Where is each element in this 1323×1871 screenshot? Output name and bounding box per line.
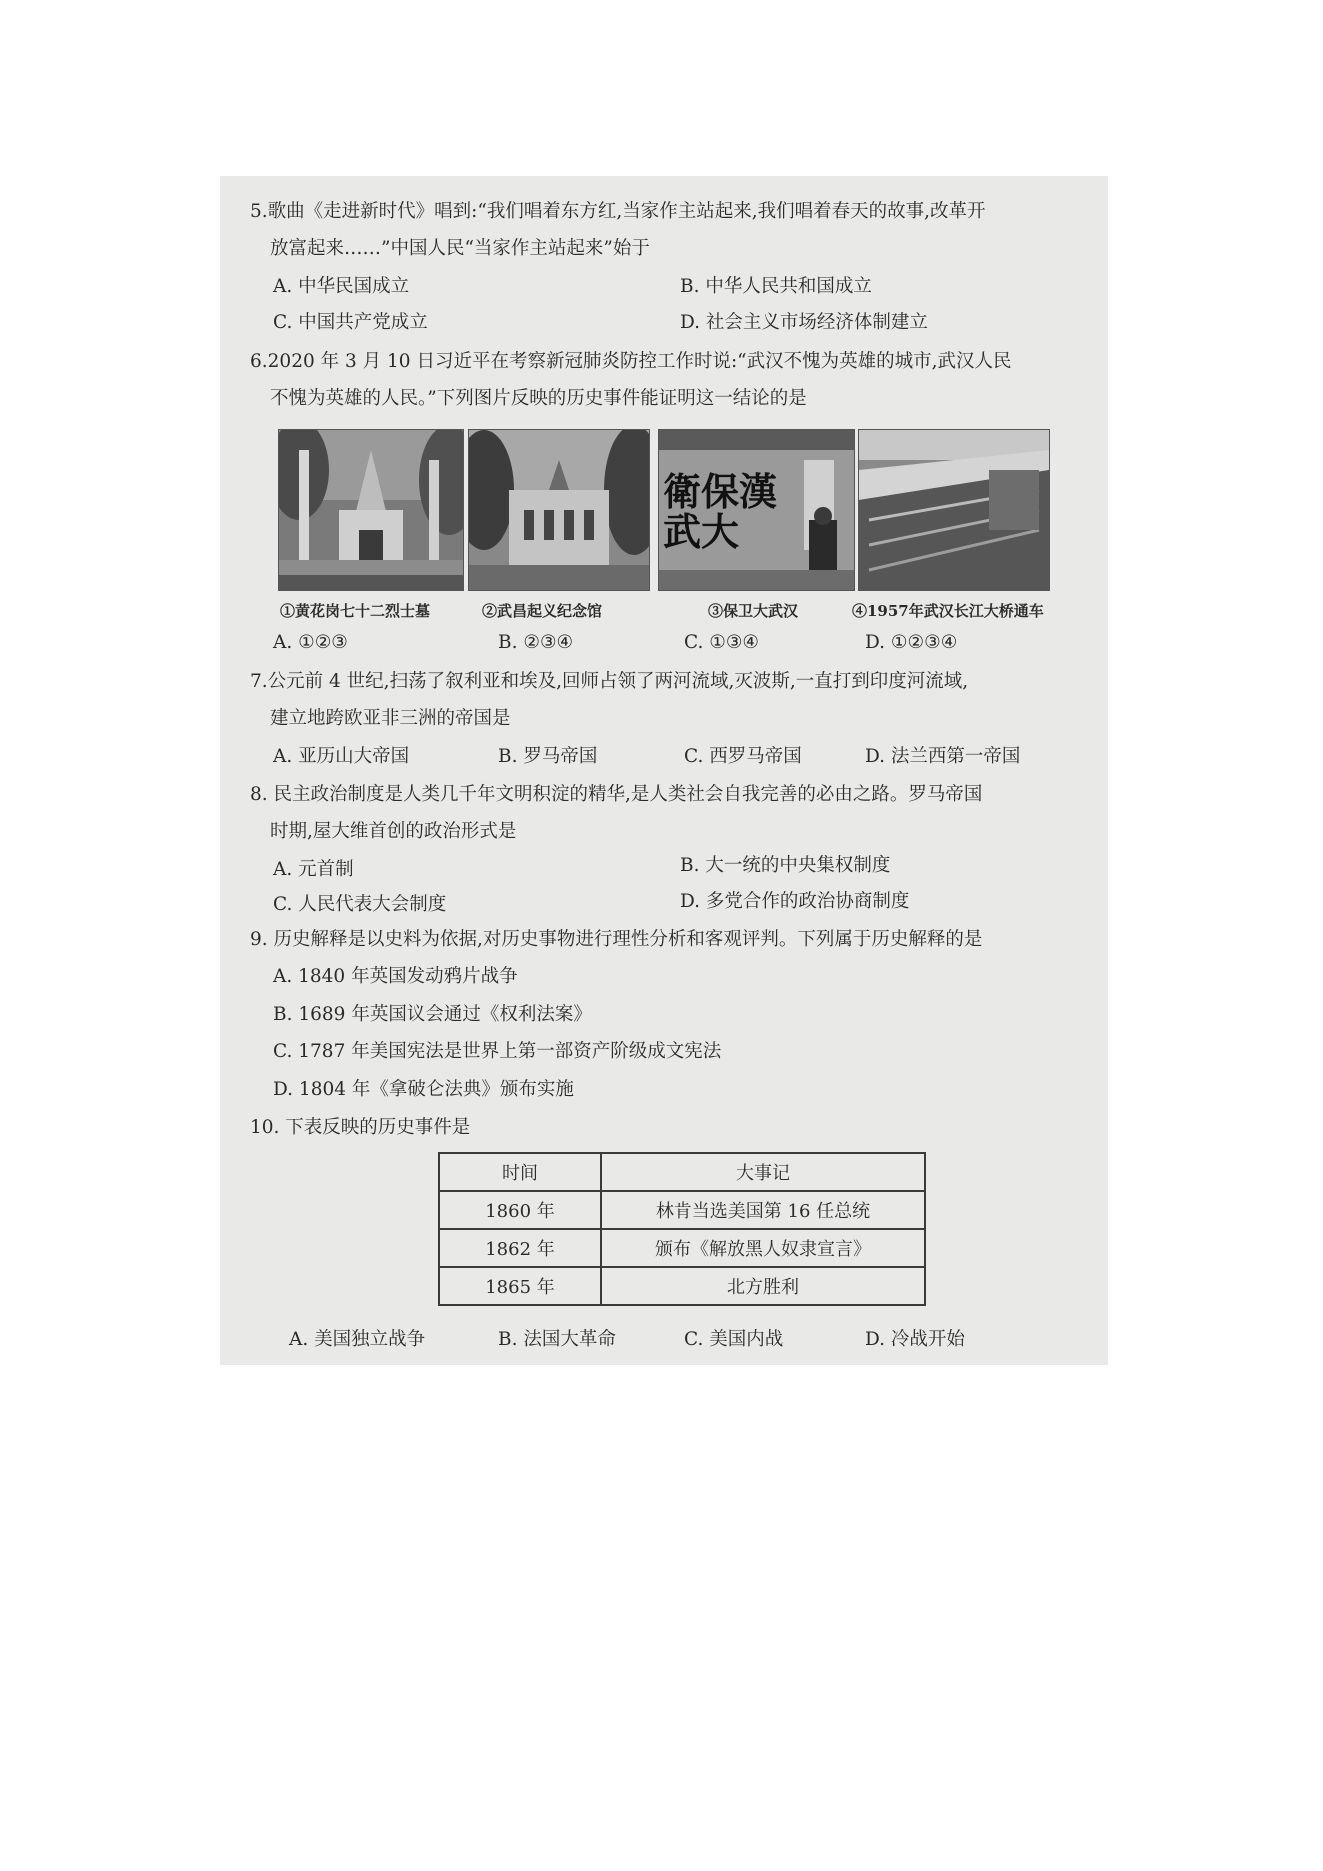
table-header-row xyxy=(439,1153,925,1191)
table-cell-event: 颁布《解放黑人奴隶宣言》 xyxy=(601,1229,925,1267)
q5-option-a: A. 中华民国成立 xyxy=(273,276,410,297)
q10-option-c: C. 美国内战 xyxy=(684,1329,784,1350)
q9-option-b: B. 1689 年英国议会通过《权利法案》 xyxy=(273,1004,592,1025)
table-cell-event: 北方胜利 xyxy=(601,1267,925,1305)
photo3-sign-text: 衛保漢武大 xyxy=(663,469,778,554)
q10-option-b: B. 法国大革命 xyxy=(498,1329,616,1350)
table-header-time: 时间 xyxy=(439,1153,601,1191)
q7-option-d: D. 法兰西第一帝国 xyxy=(865,746,1021,767)
q5-option-b: B. 中华人民共和国成立 xyxy=(680,276,872,297)
table-cell-event: 林肯当选美国第 16 任总统 xyxy=(601,1191,925,1229)
photo-caption-3: ③保卫大武汉 xyxy=(708,602,799,620)
photo-wuhan-yangtze-bridge xyxy=(858,429,1050,591)
q9-option-d: D. 1804 年《拿破仑法典》颁布实施 xyxy=(273,1079,574,1100)
q9-option-c: C. 1787 年美国宪法是世界上第一部资产阶级成文宪法 xyxy=(273,1041,722,1062)
q8-option-d: D. 多党合作的政治协商制度 xyxy=(680,891,910,912)
q8-stem-line2: 时期,屋大维首创的政治形式是 xyxy=(270,821,517,842)
table-cell-year: 1865 年 xyxy=(439,1267,601,1305)
table-cell-year: 1862 年 xyxy=(439,1229,601,1267)
q8-option-a: A. 元首制 xyxy=(273,859,354,880)
q8-option-c: C. 人民代表大会制度 xyxy=(273,894,447,915)
q10-option-a: A. 美国独立战争 xyxy=(289,1329,426,1350)
photo-defend-wuhan xyxy=(658,429,855,591)
q9-option-a: A. 1840 年英国发动鸦片战争 xyxy=(273,966,518,987)
q6-option-a: A. ①②③ xyxy=(273,632,348,653)
q5-option-d: D. 社会主义市场经济体制建立 xyxy=(680,312,928,333)
q8-stem-line1: 8. 民主政治制度是人类几千年文明积淀的精华,是人类社会自我完善的必由之路。罗马帝国 xyxy=(250,784,983,805)
q5-stem-line2: 放富起来……”中国人民“当家作主站起来”始于 xyxy=(270,238,650,259)
q5-option-c: C. 中国共产党成立 xyxy=(273,312,428,333)
photo-caption-1: ①黄花岗七十二烈士墓 xyxy=(280,602,431,620)
q10-option-d: D. 冷战开始 xyxy=(865,1329,965,1350)
q7-option-a: A. 亚历山大帝国 xyxy=(273,746,410,767)
table-cell-year: 1860 年 xyxy=(439,1191,601,1229)
table-row xyxy=(439,1229,925,1267)
q6-option-c: C. ①③④ xyxy=(684,632,760,653)
q7-option-c: C. 西罗马帝国 xyxy=(684,746,802,767)
q7-option-b: B. 罗马帝国 xyxy=(498,746,598,767)
table-row xyxy=(439,1191,925,1229)
q10-stem-line1: 10. 下表反映的历史事件是 xyxy=(250,1117,471,1138)
q6-stem-line1: 6.2020 年 3 月 10 日习近平在考察新冠肺炎防控工作时说:“武汉不愧为英雄的城市,武汉人民 xyxy=(250,351,1012,372)
events-table xyxy=(438,1152,926,1306)
table-row xyxy=(439,1267,925,1305)
q9-stem-line1: 9. 历史解释是以史料为依据,对历史事物进行理性分析和客观评判。下列属于历史解释的是 xyxy=(250,929,983,950)
q6-option-d: D. ①②③④ xyxy=(865,632,958,653)
photo-wuchang-uprising-memorial xyxy=(468,429,650,591)
photo-caption-4: ④1957年武汉长江大桥通车 xyxy=(852,602,1044,620)
table-header-events: 大事记 xyxy=(601,1153,925,1191)
q6-stem-line2: 不愧为英雄的人民。”下列图片反映的历史事件能证明这一结论的是 xyxy=(270,388,807,409)
q8-option-b: B. 大一统的中央集权制度 xyxy=(680,855,891,876)
photo-huanghuagang-mausoleum xyxy=(278,429,464,591)
q5-stem-line1: 5.歌曲《走进新时代》唱到:“我们唱着东方红,当家作主站起来,我们唱着春天的故事,改革开 xyxy=(250,201,986,222)
q7-stem-line2: 建立地跨欧亚非三洲的帝国是 xyxy=(270,708,511,729)
q6-option-b: B. ②③④ xyxy=(498,632,574,653)
q7-stem-line1: 7.公元前 4 世纪,扫荡了叙利亚和埃及,回师占领了两河流域,灭波斯,一直打到印度河流域, xyxy=(250,671,969,692)
exam-sheet xyxy=(220,176,1108,1365)
photo-caption-2: ②武昌起义纪念馆 xyxy=(482,602,603,620)
